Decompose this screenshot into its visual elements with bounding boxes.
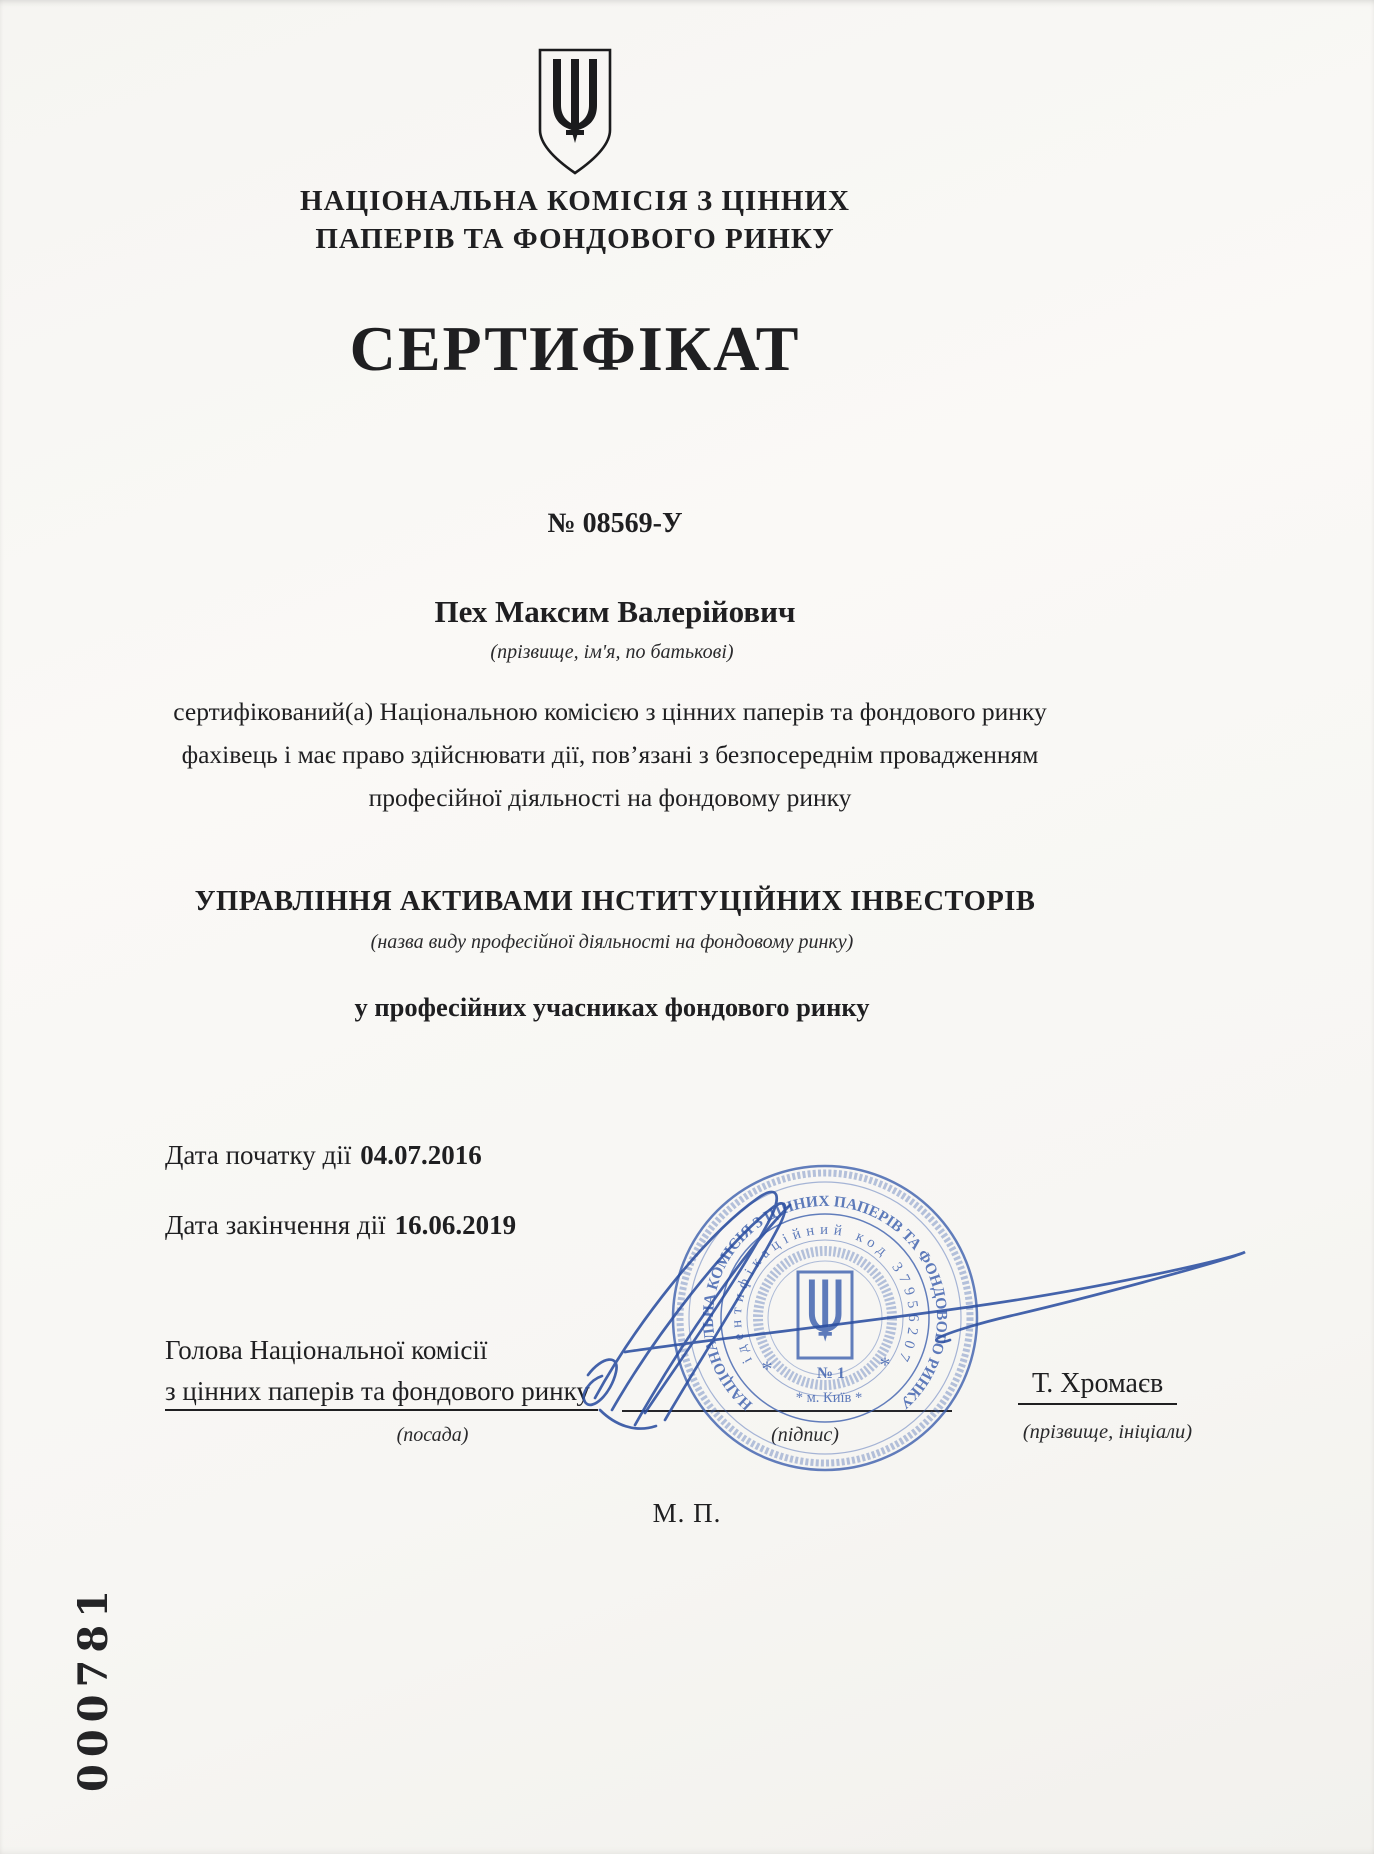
signer-name-hint: (прізвище, ініціали) [1022, 1421, 1193, 1443]
start-date-value: 04.07.2016 [360, 1140, 482, 1170]
signer-position-line-2: з цінних паперів та фондового ринку [165, 1376, 598, 1411]
activity-hint: (назва виду професійної діяльності на фондовому ринку) [370, 931, 854, 953]
signer-position-line-1: Голова Національної комісії [165, 1335, 488, 1365]
signature-strokes [540, 1080, 1260, 1480]
seal-number-text: № 1 [816, 1365, 846, 1382]
seal-outer-ring-text: НАЦІОНАЛЬНА КОМІСІЯ З ЦІННИХ ПАПЕРІВ ТА ФОНДОВОГО РИНКУ [699, 1192, 951, 1414]
signer-name: Т. Хромаєв [1018, 1368, 1177, 1405]
activity-title: УПРАВЛІННЯ АКТИВАМИ ІНСТИТУЦІЙНИХ ІНВЕСТОРІВ [194, 886, 1036, 917]
certificate-number: № 08569-У [547, 508, 683, 539]
seal-asterisk-right: * [879, 1352, 891, 1377]
authority-line-2: ПАПЕРІВ ТА ФОНДОВОГО РИНКУ [315, 223, 835, 255]
seal-inner-ring-text: ідентифікаційний код 37956207 [728, 1221, 922, 1366]
certification-statement: сертифікований(а) Національною комісією з цінних паперів та фондового ринку фахівець і має право здійснювати дії, пов’язані з безпосереднім провадженням професійної діяльності на фондовому ринку [173, 697, 1047, 812]
signature-hint: (підпис) [771, 1424, 839, 1446]
activity-scope: у професійних учасниках фондового ринку [354, 992, 870, 1022]
end-date-line [165, 1210, 516, 1241]
holder-name: Пех Максим Валерійович [434, 594, 796, 629]
holder-name-hint: (прізвище, ім'я, по батькові) [490, 641, 734, 663]
seal-asterisk-left: * [761, 1356, 773, 1381]
ukraine-trident-emblem [534, 46, 616, 178]
seal-city-text: * м. Київ * [795, 1390, 863, 1406]
issuing-authority [0, 182, 1150, 258]
certificate-title: СЕРТИФІКАТ [349, 313, 801, 384]
seal-place-label: М. П. [652, 1498, 722, 1528]
start-date-label: Дата початку дії [165, 1140, 352, 1170]
serial-number: 000781 [70, 1583, 117, 1792]
end-date-label: Дата закінчення дії [165, 1210, 386, 1240]
start-date-line [165, 1140, 482, 1171]
position-hint: (посада) [396, 1424, 469, 1446]
end-date-value: 16.06.2019 [394, 1210, 517, 1240]
authority-line-1: НАЦІОНАЛЬНА КОМІСІЯ З ЦІННИХ [300, 185, 850, 217]
